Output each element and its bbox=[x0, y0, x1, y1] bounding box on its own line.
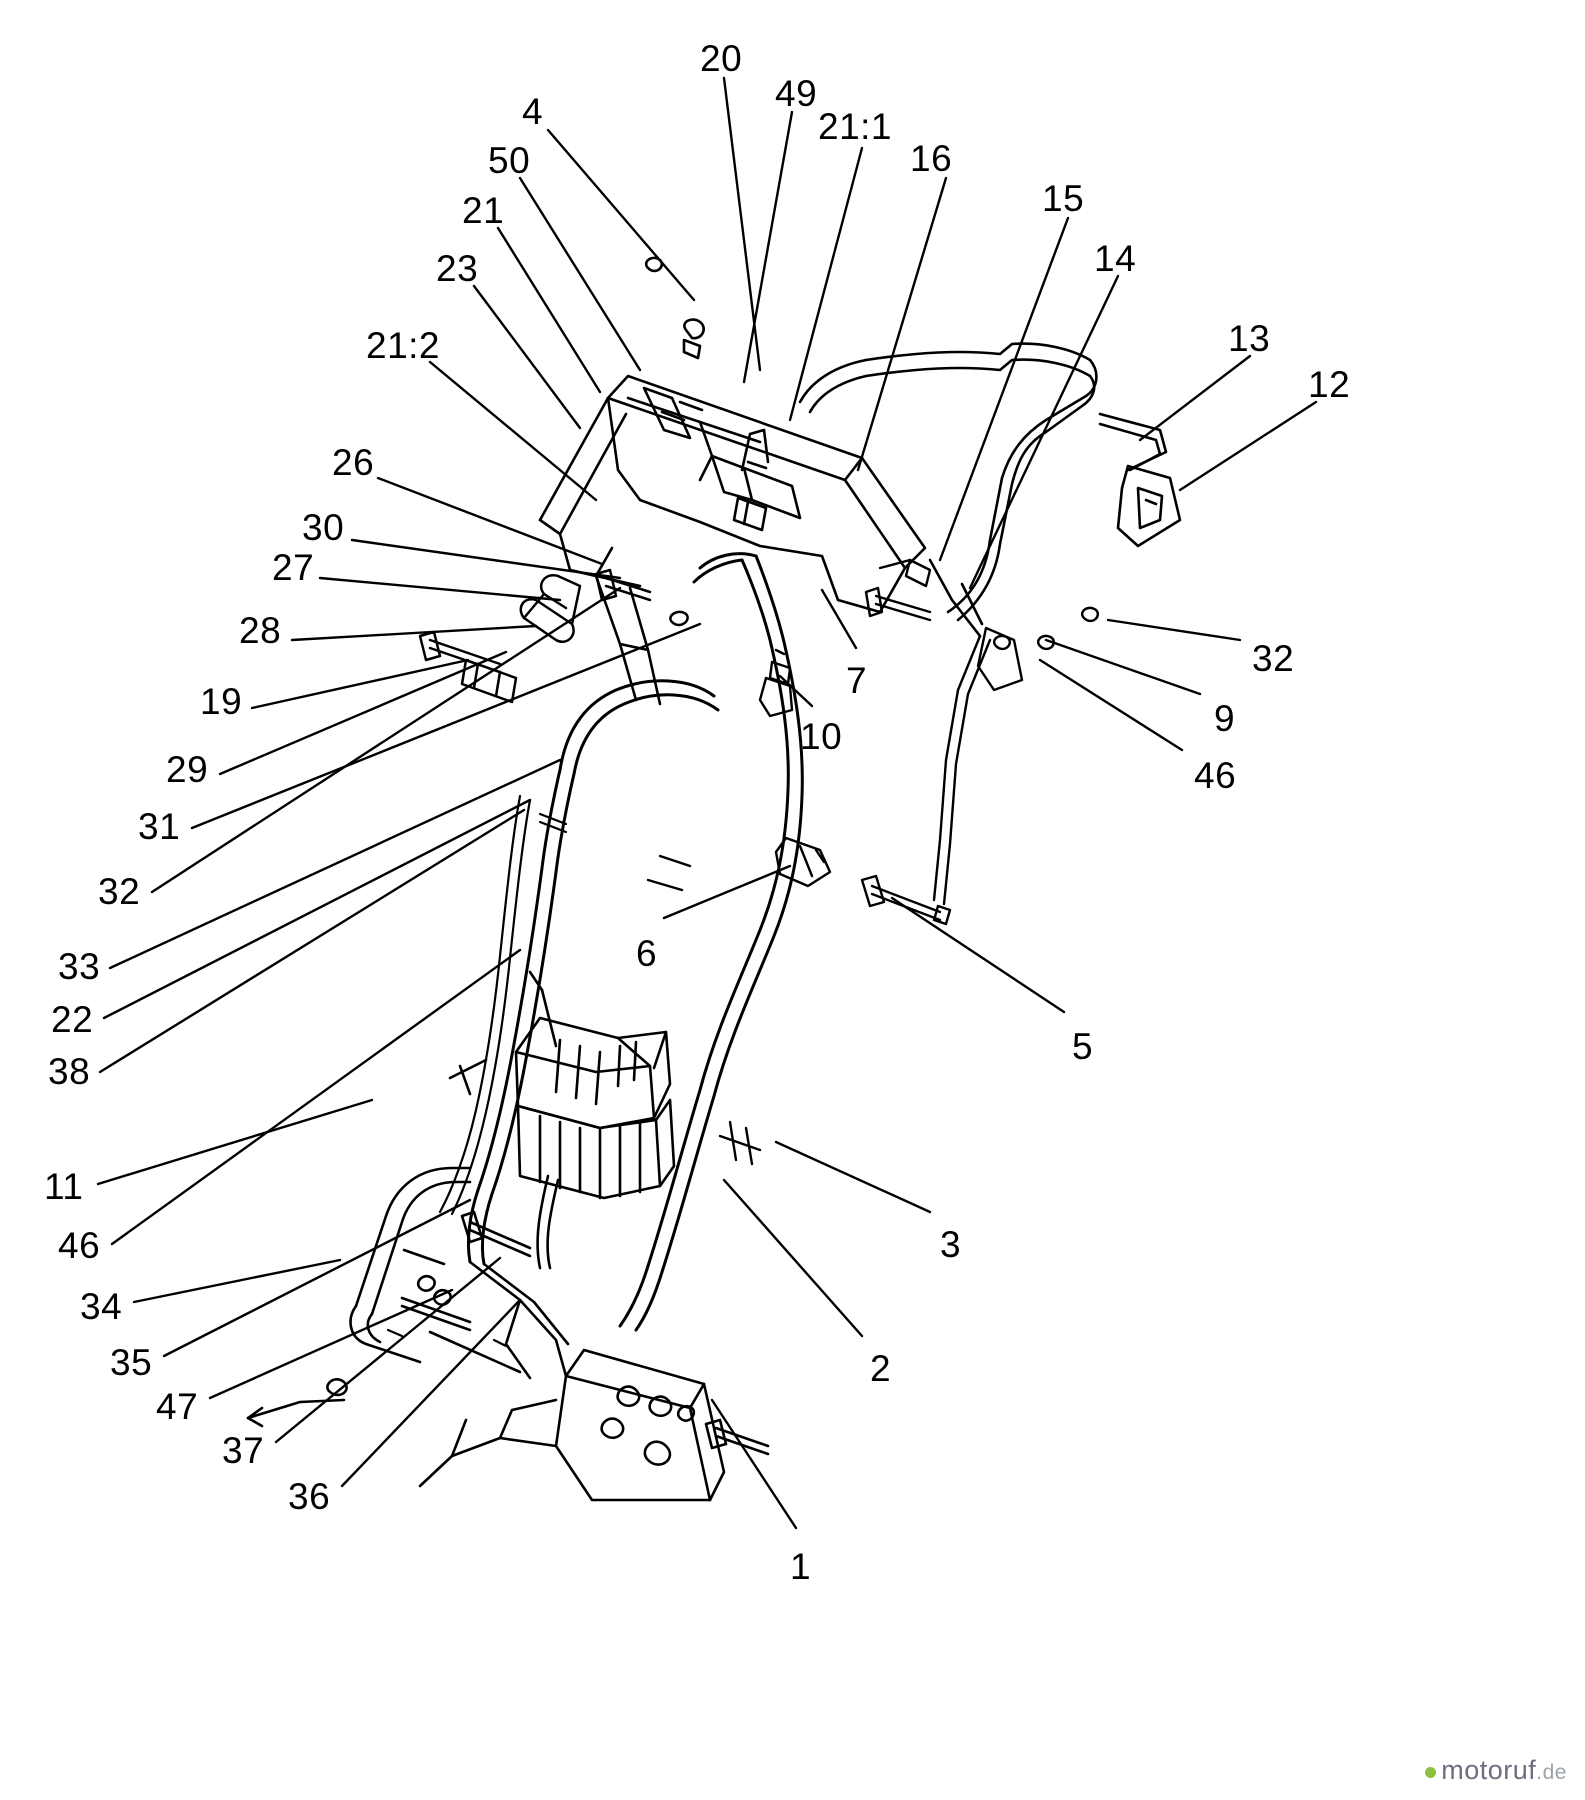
callout-27: 27 bbox=[272, 547, 315, 588]
callout-21-1: 21:1 bbox=[818, 106, 893, 147]
callout-36: 36 bbox=[288, 1476, 331, 1517]
callout-31: 31 bbox=[138, 806, 181, 847]
callout-35: 35 bbox=[110, 1342, 153, 1383]
callout-28: 28 bbox=[239, 610, 282, 651]
callout-37: 37 bbox=[222, 1430, 265, 1471]
callout-20: 20 bbox=[700, 38, 743, 79]
callout-2: 2 bbox=[870, 1348, 892, 1389]
callout-30: 30 bbox=[302, 507, 345, 548]
watermark-dot-icon bbox=[1425, 1767, 1436, 1778]
callout-14: 14 bbox=[1094, 238, 1137, 279]
callout-22: 22 bbox=[51, 999, 94, 1040]
watermark-main: motoruf bbox=[1441, 1755, 1537, 1785]
callout-46-right: 46 bbox=[1194, 755, 1237, 796]
callout-1: 1 bbox=[790, 1546, 812, 1587]
callout-33: 33 bbox=[58, 946, 101, 987]
callout-21-2: 21:2 bbox=[366, 325, 441, 366]
callout-5: 5 bbox=[1072, 1026, 1094, 1067]
callout-13: 13 bbox=[1228, 318, 1271, 359]
callout-16: 16 bbox=[910, 138, 953, 179]
callout-21: 21 bbox=[462, 190, 505, 231]
callout-10: 10 bbox=[800, 716, 843, 757]
callout-7: 7 bbox=[846, 660, 868, 701]
callout-34: 34 bbox=[80, 1286, 123, 1327]
callout-11: 11 bbox=[44, 1166, 84, 1207]
watermark-suffix: .de bbox=[1536, 1761, 1567, 1784]
callout-49: 49 bbox=[775, 73, 818, 114]
callout-50: 50 bbox=[488, 140, 531, 181]
callout-26: 26 bbox=[332, 442, 375, 483]
callout-6: 6 bbox=[636, 933, 658, 974]
callout-32-left: 32 bbox=[98, 871, 141, 912]
callout-23: 23 bbox=[436, 248, 479, 289]
callout-12: 12 bbox=[1308, 364, 1351, 405]
callout-29: 29 bbox=[166, 749, 209, 790]
callout-38: 38 bbox=[48, 1051, 91, 1092]
callout-15: 15 bbox=[1042, 178, 1085, 219]
callout-47: 47 bbox=[156, 1386, 199, 1427]
callout-3: 3 bbox=[940, 1224, 962, 1265]
watermark bbox=[1425, 1755, 1567, 1786]
callout-32-right: 32 bbox=[1252, 638, 1295, 679]
callout-19: 19 bbox=[200, 681, 243, 722]
callout-4: 4 bbox=[522, 91, 544, 132]
callout-46-left: 46 bbox=[58, 1225, 101, 1266]
callout-9: 9 bbox=[1214, 698, 1236, 739]
